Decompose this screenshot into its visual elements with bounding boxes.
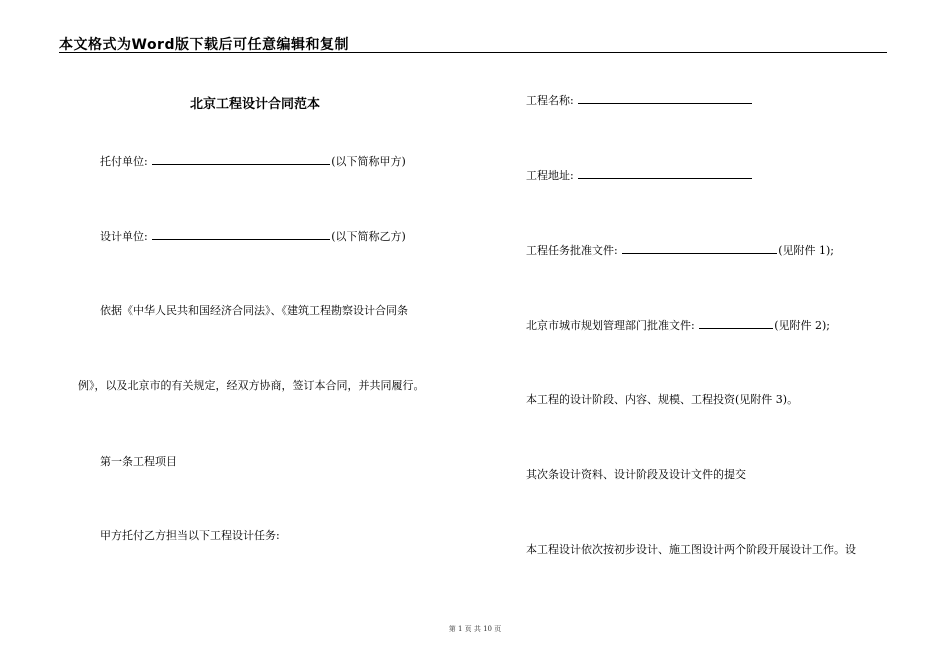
project-name-blank [578, 93, 752, 104]
header-title: 本文格式为Word版下载后可任意编辑和复制 [59, 37, 349, 53]
page-footer: 第 1 页 共 10 页 [448, 625, 502, 633]
basis-line-2: 例》，以及北京市的有关规定，经双方协商，签订本合同，并共同履行。 [78, 379, 425, 392]
article-2-heading: 其次条设计资料、设计阶段及设计文件的提交 [526, 468, 746, 481]
document-title: 北京工程设计合同范本 [190, 97, 321, 112]
entrust-unit-label: 托付单位: [100, 155, 148, 168]
entrust-unit-suffix: (以下简称甲方) [331, 155, 406, 168]
project-name-label: 工程名称: [526, 94, 574, 107]
entrust-unit-line [100, 154, 406, 169]
design-unit-line [100, 229, 406, 244]
header-divider [59, 52, 887, 53]
approval-doc-suffix: (见附件 1); [778, 244, 835, 257]
project-address-blank [578, 168, 752, 179]
project-address-label: 工程地址: [526, 169, 574, 182]
planning-doc-label: 北京市城市规划管理部门批准文件: [526, 319, 695, 332]
design-unit-label: 设计单位: [100, 230, 148, 243]
entrust-unit-blank [152, 154, 330, 165]
basis-line-1: 依据《中华人民共和国经济合同法》、《建筑工程勘察设计合同条 [100, 304, 408, 317]
article-1-heading: 第一条工程项目 [100, 455, 177, 468]
design-stages-text: 本工程的设计阶段、内容、规模、工程投资(见附件 3)。 [526, 393, 799, 406]
project-name-line [526, 93, 753, 108]
task-intro: 甲方托付乙方担当以下工程设计任务: [100, 529, 280, 542]
project-address-line [526, 168, 753, 183]
planning-doc-line [526, 318, 830, 333]
design-unit-suffix: (以下简称乙方) [331, 230, 406, 243]
planning-doc-suffix: (见附件 2); [774, 319, 831, 332]
approval-doc-line [526, 243, 834, 258]
stage-description: 本工程设计依次按初步设计、施工图设计两个阶段开展设计工作。设 [526, 543, 856, 556]
approval-doc-label: 工程任务批准文件: [526, 244, 618, 257]
planning-doc-blank [699, 318, 773, 329]
design-unit-blank [152, 229, 330, 240]
approval-doc-blank [622, 243, 777, 254]
